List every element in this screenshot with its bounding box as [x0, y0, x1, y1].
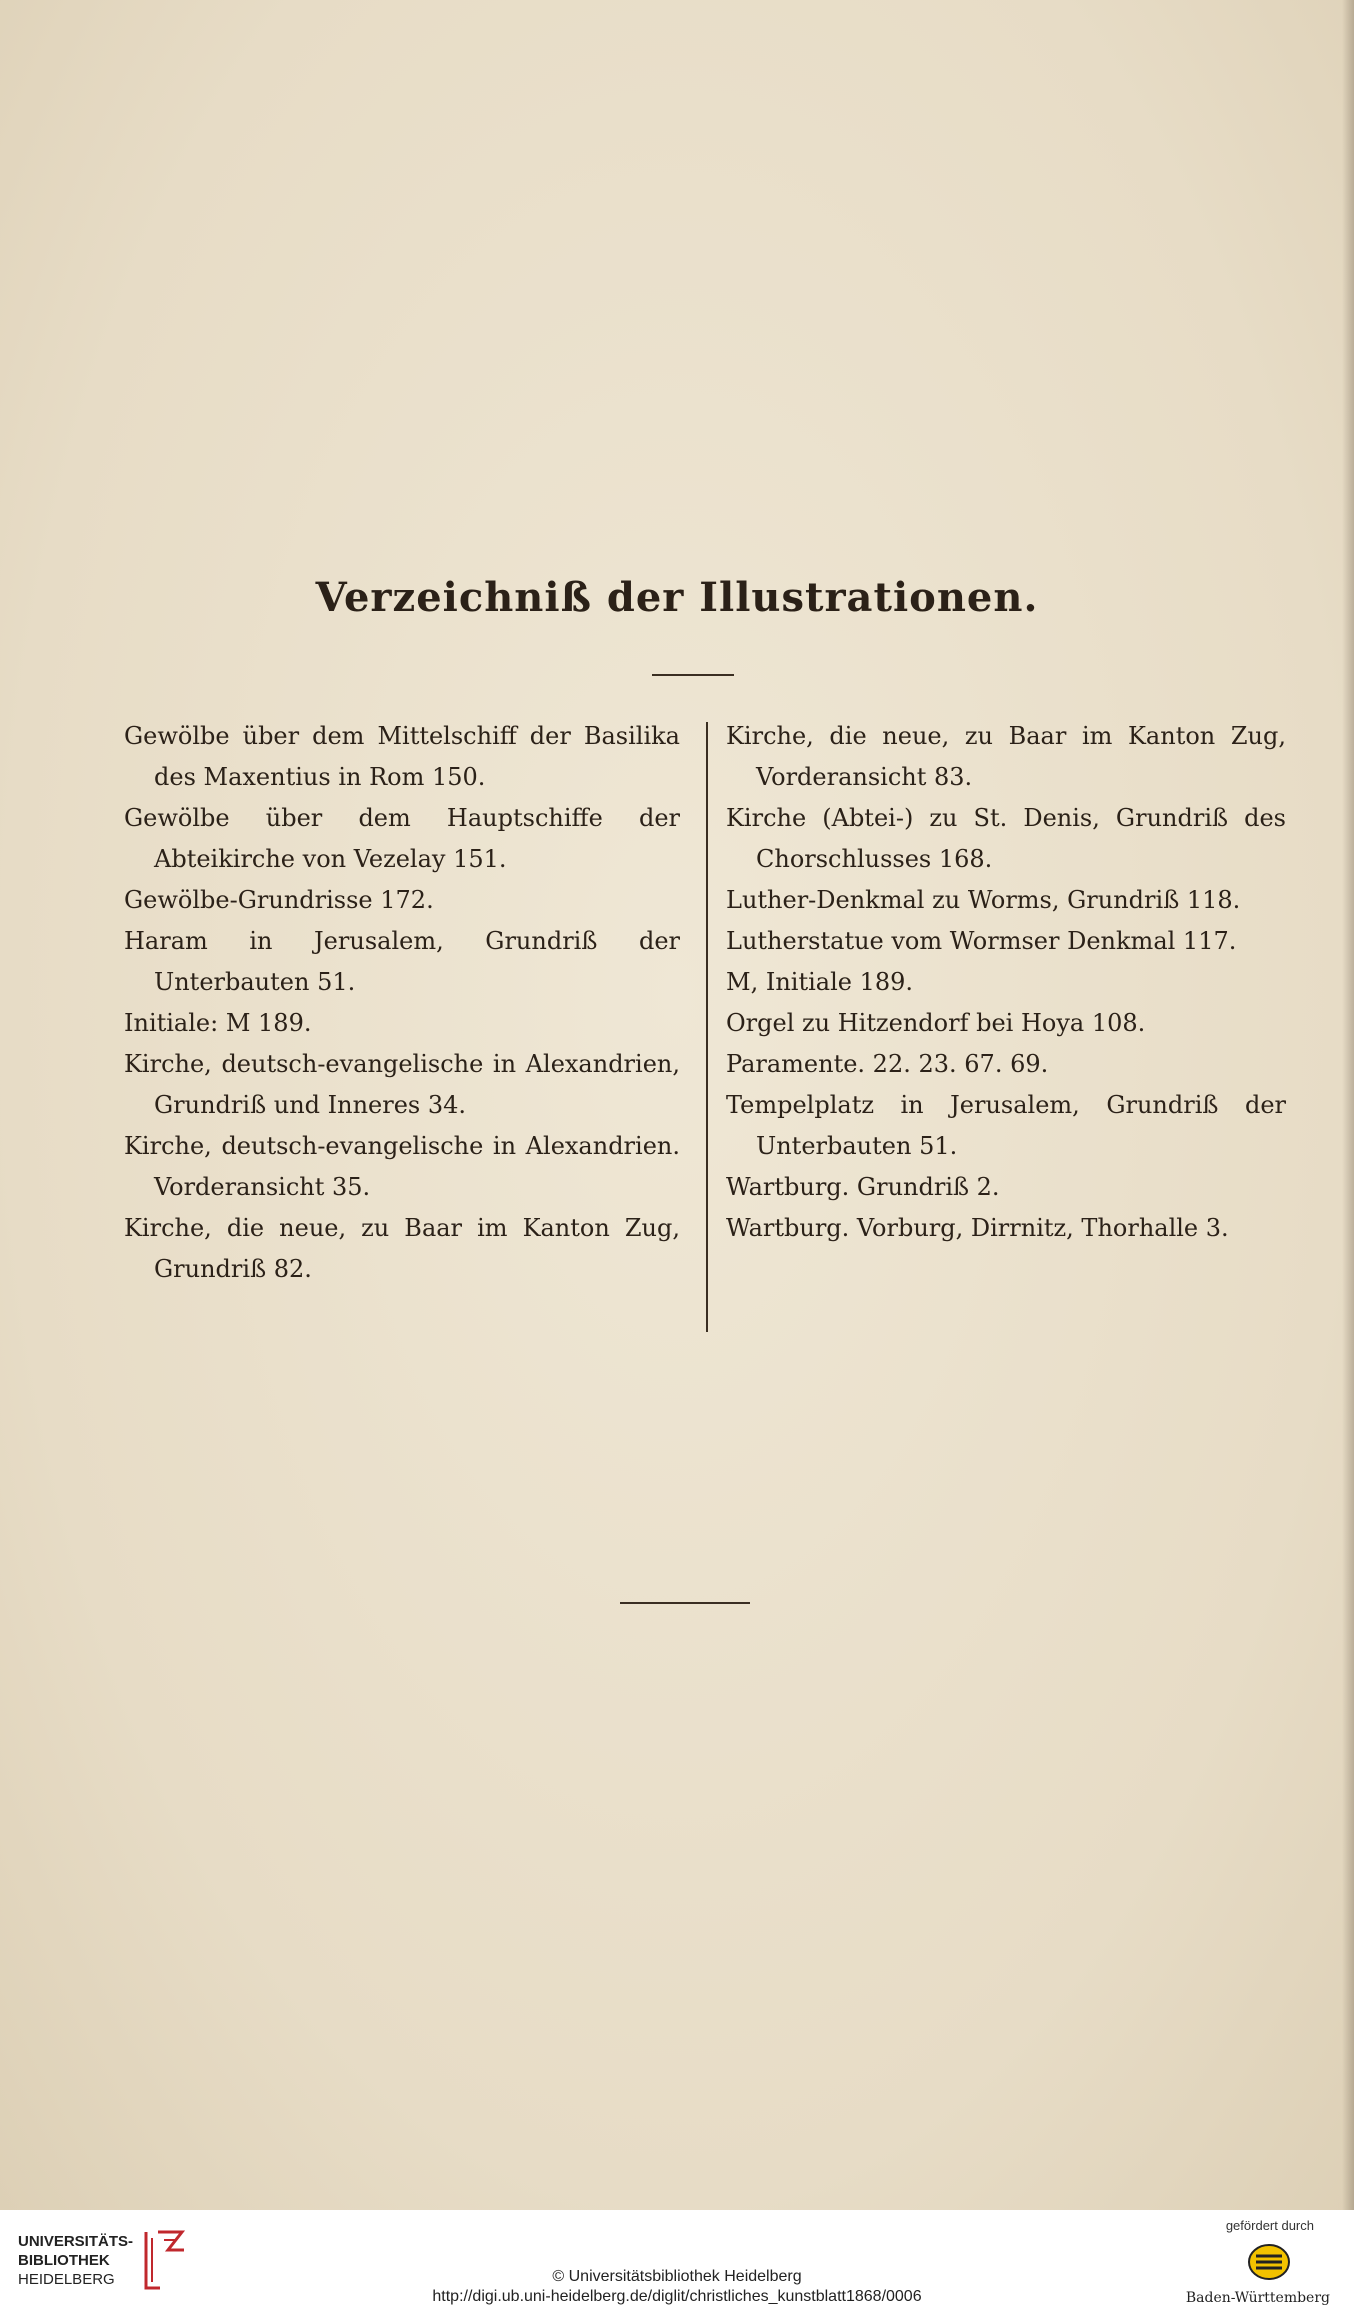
closing-rule	[620, 1602, 750, 1604]
index-entry: Gewölbe-Grundrisse 172.	[124, 886, 434, 914]
right-column	[726, 716, 1286, 1249]
index-entry: Orgel zu Hitzendorf bei Hoya 108.	[726, 1009, 1146, 1037]
index-entry: Kirche, die neue, zu Baar im Kanton Zug, Grundriß 82.	[124, 1214, 680, 1283]
state-name: Baden-Württemberg	[1185, 2290, 1330, 2306]
library-name-line: BIBLIOTHEK	[18, 2252, 110, 2269]
state-seal-icon	[1246, 2242, 1292, 2282]
column-divider	[706, 722, 708, 1332]
index-entry: Luther-Denkmal zu Worms, Grundriß 118.	[726, 886, 1241, 914]
index-entry: Kirche, die neue, zu Baar im Kanton Zug, Vorderansicht 83.	[726, 722, 1286, 791]
index-entry: Gewölbe über dem Mittelschiff der Basilika des Maxentius in Rom 150.	[124, 722, 680, 791]
index-entry: Paramente. 22. 23. 67. 69.	[726, 1050, 1049, 1078]
index-entry: Wartburg. Grundriß 2.	[726, 1173, 1000, 1201]
index-entry: Lutherstatue vom Wormser Denkmal 117.	[726, 927, 1237, 955]
index-entry: Kirche, deutsch-evangelische in Alexandrien, Grundriß und Inneres 34.	[124, 1050, 680, 1119]
index-entry: Haram in Jerusalem, Grundriß der Unterbauten 51.	[124, 927, 680, 996]
copyright-text: © Universitätsbibliothek Heidelberg	[552, 2268, 802, 2285]
index-entry: Gewölbe über dem Hauptschiffe der Abteikirche von Vezelay 151.	[124, 804, 680, 873]
funded-by-label: gefördert durch	[1225, 2218, 1314, 2233]
footer-bar	[0, 2210, 1354, 2309]
left-column	[124, 716, 680, 1290]
library-name-line: UNIVERSITÄTS-	[18, 2233, 134, 2250]
index-entry: Kirche, deutsch-evangelische in Alexandrien. Vorderansicht 35.	[124, 1132, 680, 1201]
index-entry: Wartburg. Vorburg, Dirrnitz, Thorhalle 3.	[726, 1214, 1229, 1242]
library-name-line: HEIDELBERG	[18, 2271, 115, 2288]
page-title: Verzeichniß der Illustrationen.	[315, 574, 1039, 621]
index-entry: M, Initiale 189.	[726, 968, 914, 996]
page-url-link[interactable]: http://digi.ub.uni-heidelberg.de/diglit/christliches_kunstblatt1868/0006	[432, 2288, 922, 2305]
title-rule	[652, 674, 734, 676]
index-entry: Tempelplatz in Jerusalem, Grundriß der Unterbauten 51.	[726, 1091, 1286, 1160]
index-entry: Initiale: M 189.	[124, 1009, 312, 1037]
index-entry: Kirche (Abtei-) zu St. Denis, Grundriß des Chorschlusses 168.	[726, 804, 1286, 873]
